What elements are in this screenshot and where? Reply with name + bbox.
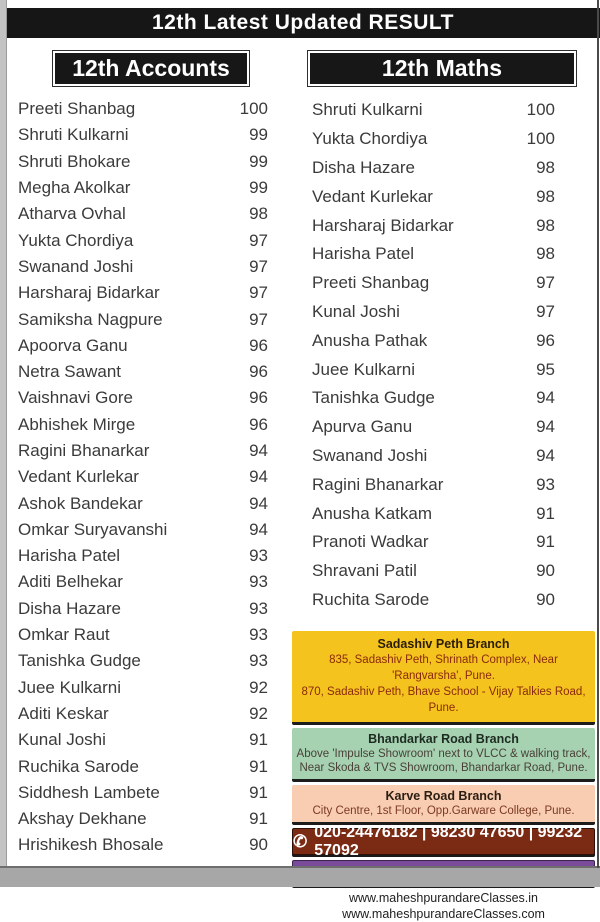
maths-result-list	[312, 96, 555, 614]
student-score: 93	[249, 598, 268, 618]
student-score: 99	[249, 151, 268, 171]
result-row	[18, 648, 268, 674]
student-score: 94	[536, 445, 555, 465]
student-name: Aditi Keskar	[18, 703, 109, 723]
student-score: 91	[249, 756, 268, 776]
student-score: 100	[526, 129, 555, 149]
result-row	[18, 780, 268, 806]
student-name: Preeti Shanbag	[18, 99, 136, 119]
result-row	[312, 211, 555, 240]
branch-address-line: 835, Sadashiv Peth, Shrinath Complex, Near 'Rangvarsha', Pune.	[329, 654, 558, 682]
student-score: 100	[239, 99, 268, 119]
student-score: 94	[249, 519, 268, 539]
result-row	[18, 175, 268, 201]
student-score: 92	[249, 677, 268, 697]
result-row	[312, 182, 555, 211]
result-row	[312, 125, 555, 154]
result-row	[312, 154, 555, 183]
student-name: Kunal Joshi	[312, 301, 400, 321]
student-score: 97	[249, 309, 268, 329]
branch-address-line: Near Skoda & TVS Showroom, Bhandarkar Road, Pune.	[299, 762, 588, 774]
result-row	[18, 412, 268, 438]
student-name: Swanand Joshi	[18, 256, 134, 276]
student-score: 94	[249, 441, 268, 460]
student-score: 94	[536, 388, 555, 408]
website-url: www.maheshpurandareClasses.com	[342, 907, 545, 921]
result-row	[18, 333, 268, 359]
student-score: 92	[249, 703, 268, 723]
student-score: 91	[249, 809, 268, 829]
student-score: 94	[536, 417, 555, 437]
student-score: 90	[536, 561, 555, 581]
student-score: 95	[536, 359, 555, 379]
branch-box	[292, 785, 595, 825]
student-score: 96	[536, 330, 555, 350]
result-row	[18, 569, 268, 595]
student-name: Tanishka Gudge	[18, 651, 141, 671]
result-row	[18, 96, 268, 122]
student-name: Megha Akolkar	[18, 178, 131, 198]
student-name: Ruchika Sarode	[18, 756, 139, 776]
result-row	[18, 122, 268, 148]
student-name: Kunal Joshi	[18, 730, 106, 750]
student-name: Vaishnavi Gore	[18, 388, 133, 408]
result-row	[312, 499, 555, 528]
student-name: Swanand Joshi	[312, 445, 428, 465]
student-name: Juee Kulkarni	[312, 359, 416, 379]
result-row	[18, 596, 268, 622]
student-score: 99	[249, 178, 268, 198]
branch-box	[292, 631, 595, 725]
student-name: Omkar Suryavanshi	[18, 519, 168, 539]
student-score: 91	[536, 503, 555, 523]
result-row	[18, 359, 268, 385]
result-row	[18, 149, 268, 175]
student-name: Omkar Raut	[18, 625, 110, 645]
result-row	[312, 240, 555, 269]
student-score: 90	[249, 835, 268, 855]
student-name: Harsharaj Bidarkar	[18, 283, 160, 303]
student-score: 96	[249, 414, 268, 434]
student-score: 96	[249, 362, 268, 382]
branch-title: Karve Road Branch	[385, 789, 502, 803]
branch-box	[292, 728, 595, 782]
student-name: Disha Hazare	[18, 598, 121, 618]
student-name: Apoorva Ganu	[18, 335, 128, 355]
branch-list	[292, 631, 595, 825]
result-row	[18, 806, 268, 832]
student-name: Yukta Chordiya	[18, 230, 134, 250]
result-row	[18, 227, 268, 253]
result-row	[18, 727, 268, 753]
result-row	[312, 96, 555, 125]
student-name: Aditi Belhekar	[18, 572, 123, 592]
accounts-result-list	[18, 96, 268, 859]
student-score: 98	[249, 204, 268, 224]
result-row	[18, 201, 268, 227]
student-score: 93	[249, 546, 268, 566]
student-name: Siddhesh Lambete	[18, 782, 160, 802]
student-score: 93	[249, 572, 268, 592]
scan-edge-left	[0, 0, 7, 887]
result-row	[18, 280, 268, 306]
student-name: Disha Hazare	[312, 157, 415, 177]
student-score: 91	[249, 782, 268, 802]
result-row	[312, 557, 555, 586]
student-name: Ragini Bhanarkar	[18, 441, 150, 460]
page-border-right	[597, 0, 599, 868]
student-name: Vedant Kurlekar	[312, 186, 433, 206]
result-row	[18, 832, 268, 858]
student-score: 98	[536, 215, 555, 235]
student-name: Netra Sawant	[18, 362, 121, 382]
branch-address-line: Above 'Impulse Showroom' next to VLCC & walking track,	[296, 748, 591, 760]
result-row	[18, 753, 268, 779]
website-url: www.maheshpurandareClasses.in	[349, 891, 538, 905]
scan-edge-bottom	[0, 866, 600, 887]
student-score: 91	[249, 730, 268, 750]
student-score: 98	[536, 157, 555, 177]
website-links	[292, 890, 595, 922]
student-score: 100	[526, 100, 555, 120]
student-score: 97	[536, 273, 555, 293]
result-row	[18, 701, 268, 727]
student-name: Harisha Patel	[312, 244, 415, 264]
result-row	[18, 490, 268, 516]
branch-address-line: 870, Sadashiv Peth, Bhave School - Vijay Talkies Road, Pune.	[301, 686, 586, 714]
student-name: Harsharaj Bidarkar	[312, 215, 454, 235]
student-name: Ragini Bhanarkar	[312, 474, 444, 494]
student-score: 96	[249, 335, 268, 355]
section-title-maths: 12th Maths	[310, 53, 574, 84]
student-score: 96	[249, 388, 268, 408]
result-row	[312, 269, 555, 298]
phone-icon: ✆	[293, 832, 308, 851]
result-row	[312, 298, 555, 327]
student-name: Shruti Kulkarni	[312, 100, 423, 120]
student-score: 93	[536, 474, 555, 494]
student-score: 98	[536, 244, 555, 264]
student-score: 98	[536, 186, 555, 206]
student-score: 90	[536, 589, 555, 609]
student-name: Anusha Katkam	[312, 503, 433, 523]
result-row	[18, 254, 268, 280]
student-score: 97	[536, 301, 555, 321]
phone-numbers: 020-24476182 | 98230 47650 | 99232 57092	[314, 823, 583, 859]
student-name: Juee Kulkarni	[18, 677, 122, 697]
student-score: 93	[249, 651, 268, 671]
student-score: 99	[249, 125, 268, 145]
student-name: Ashok Bandekar	[18, 493, 143, 513]
student-score: 94	[249, 493, 268, 513]
student-name: Shruti Kulkarni	[18, 125, 129, 145]
branch-address-line: City Centre, 1st Floor, Opp.Garware College, Pune.	[312, 805, 575, 817]
student-name: Atharva Ovhal	[18, 204, 126, 224]
student-name: Tanishka Gudge	[312, 388, 435, 408]
result-row	[312, 442, 555, 471]
result-row	[312, 355, 555, 384]
result-row	[18, 438, 268, 464]
result-row	[18, 543, 268, 569]
student-name: Abhishek Mirge	[18, 414, 136, 434]
result-row	[18, 385, 268, 411]
student-name: Ruchita Sarode	[312, 589, 430, 609]
result-row	[18, 517, 268, 543]
result-row	[312, 326, 555, 355]
page-title: 12th Latest Updated RESULT	[6, 8, 600, 38]
student-name: Anusha Pathak	[312, 330, 428, 350]
result-row	[312, 413, 555, 442]
student-score: 97	[249, 256, 268, 276]
result-row	[312, 384, 555, 413]
student-name: Pranoti Wadkar	[312, 532, 429, 552]
result-row	[312, 586, 555, 615]
result-row	[18, 622, 268, 648]
result-row	[18, 306, 268, 332]
student-name: Apurva Ganu	[312, 417, 413, 437]
branch-title: Sadashiv Peth Branch	[377, 637, 510, 651]
result-row	[312, 528, 555, 557]
student-name: Shravani Patil	[312, 561, 417, 581]
student-score: 94	[249, 467, 268, 487]
student-score: 91	[536, 532, 555, 552]
student-name: Hrishikesh Bhosale	[18, 835, 164, 855]
result-row	[18, 675, 268, 701]
student-name: Shruti Bhokare	[18, 151, 131, 171]
student-name: Vedant Kurlekar	[18, 467, 139, 487]
student-score: 97	[249, 230, 268, 250]
student-score: 97	[249, 283, 268, 303]
result-row	[312, 470, 555, 499]
student-name: Samiksha Nagpure	[18, 309, 163, 329]
student-name: Harisha Patel	[18, 546, 121, 566]
student-score: 93	[249, 625, 268, 645]
student-name: Akshay Dekhane	[18, 809, 147, 829]
student-name: Yukta Chordiya	[312, 129, 428, 149]
section-title-accounts: 12th Accounts	[55, 53, 247, 84]
phone-bar	[292, 823, 595, 859]
branch-title: Bhandarkar Road Branch	[368, 732, 519, 746]
result-row	[18, 464, 268, 490]
student-name: Preeti Shanbag	[312, 273, 430, 293]
